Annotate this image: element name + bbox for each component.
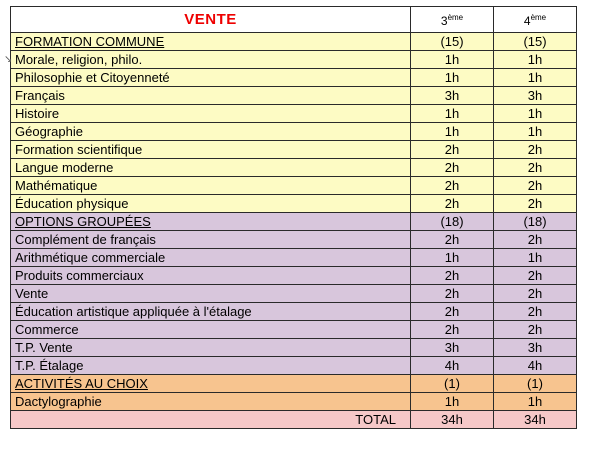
hours-4-cell: 34h [494, 411, 577, 429]
table-row [11, 321, 577, 339]
hours-3-cell: 1h [411, 249, 494, 267]
hours-4-cell: 4h [494, 357, 577, 375]
subject-cell: Vente [11, 285, 411, 303]
table-row [11, 393, 577, 411]
subject-cell: OPTIONS GROUPÉES [11, 213, 411, 231]
hours-4-cell: 1h [494, 69, 577, 87]
hours-3-cell: 2h [411, 159, 494, 177]
hours-4-cell: 1h [494, 123, 577, 141]
table-row [11, 123, 577, 141]
hours-3-cell: 2h [411, 267, 494, 285]
subject-cell: ACTIVITÉS AU CHOIX [11, 375, 411, 393]
subject-cell: Commerce [11, 321, 411, 339]
hours-3-cell: 1h [411, 393, 494, 411]
table-row [11, 231, 577, 249]
hours-3-cell: 3h [411, 87, 494, 105]
table-row [11, 249, 577, 267]
hours-3-cell: (15) [411, 33, 494, 51]
hours-4-cell: 2h [494, 141, 577, 159]
subject-cell: Formation scientifique [11, 141, 411, 159]
hours-3-cell: 2h [411, 141, 494, 159]
subject-cell: T.P. Étalage [11, 357, 411, 375]
year-header-3-suffix: ème [447, 13, 464, 22]
hours-4-cell: 2h [494, 159, 577, 177]
hours-3-cell: 2h [411, 231, 494, 249]
subject-cell: Arithmétique commerciale [11, 249, 411, 267]
hours-4-cell: 1h [494, 51, 577, 69]
year-header-3 [411, 7, 494, 33]
table-row [11, 159, 577, 177]
hours-3-cell: 2h [411, 177, 494, 195]
hours-3-cell: 2h [411, 195, 494, 213]
hours-3-cell: (1) [411, 375, 494, 393]
year-header-4 [494, 7, 577, 33]
hours-4-cell: 2h [494, 285, 577, 303]
hours-4-cell: 3h [494, 339, 577, 357]
hours-4-cell: 2h [494, 267, 577, 285]
subject-cell: Français [11, 87, 411, 105]
hours-4-cell: 2h [494, 231, 577, 249]
hours-3-cell: 1h [411, 51, 494, 69]
hours-4-cell: 1h [494, 105, 577, 123]
table-row [11, 195, 577, 213]
subject-cell: Complément de français [11, 231, 411, 249]
year-header-4-number: 4 [523, 14, 531, 28]
hours-3-cell: 4h [411, 357, 494, 375]
table-row [11, 141, 577, 159]
table-row [11, 69, 577, 87]
hours-3-cell: 2h [411, 285, 494, 303]
hours-3-cell: (18) [411, 213, 494, 231]
section-row [11, 375, 577, 393]
year-header-3-number: 3 [440, 14, 448, 28]
year-header-4-suffix: ème [530, 13, 547, 22]
hours-4-cell: 1h [494, 393, 577, 411]
resize-cursor-icon: ↘ [4, 54, 13, 65]
hours-4-cell: (15) [494, 33, 577, 51]
subject-cell: Géographie [11, 123, 411, 141]
table-row [11, 303, 577, 321]
subject-cell: Mathématique [11, 177, 411, 195]
hours-4-cell: 2h [494, 177, 577, 195]
hours-3-cell: 1h [411, 123, 494, 141]
section-row [11, 213, 577, 231]
subject-cell: T.P. Vente [11, 339, 411, 357]
subject-cell: Dactylographie [11, 393, 411, 411]
subject-cell: Histoire [11, 105, 411, 123]
hours-4-cell: 2h [494, 321, 577, 339]
course-schedule-table [10, 6, 577, 429]
total-row [11, 411, 577, 429]
table-row [11, 177, 577, 195]
subject-cell: Langue moderne [11, 159, 411, 177]
subject-cell: Éducation artistique appliquée à l'étalage [11, 303, 411, 321]
table-row [11, 87, 577, 105]
hours-3-cell: 34h [411, 411, 494, 429]
subject-cell: TOTAL [11, 411, 411, 429]
hours-3-cell: 1h [411, 105, 494, 123]
table-row [11, 267, 577, 285]
hours-4-cell: (18) [494, 213, 577, 231]
hours-3-cell: 2h [411, 303, 494, 321]
table-header-row [11, 7, 577, 33]
table-body [11, 7, 577, 429]
section-row [11, 33, 577, 51]
table-row [11, 51, 577, 69]
hours-4-cell: 2h [494, 303, 577, 321]
table-row [11, 285, 577, 303]
hours-4-cell: 3h [494, 87, 577, 105]
hours-3-cell: 1h [411, 69, 494, 87]
hours-4-cell: 1h [494, 249, 577, 267]
table-row [11, 105, 577, 123]
hours-4-cell: 2h [494, 195, 577, 213]
subject-cell: Philosophie et Citoyenneté [11, 69, 411, 87]
subject-cell: Éducation physique [11, 195, 411, 213]
table-row [11, 357, 577, 375]
table-title: VENTE [11, 7, 411, 33]
hours-4-cell: (1) [494, 375, 577, 393]
hours-3-cell: 3h [411, 339, 494, 357]
subject-cell: Morale, religion, philo. [11, 51, 411, 69]
hours-3-cell: 2h [411, 321, 494, 339]
subject-cell: Produits commerciaux [11, 267, 411, 285]
subject-cell: FORMATION COMMUNE [11, 33, 411, 51]
table-row [11, 339, 577, 357]
